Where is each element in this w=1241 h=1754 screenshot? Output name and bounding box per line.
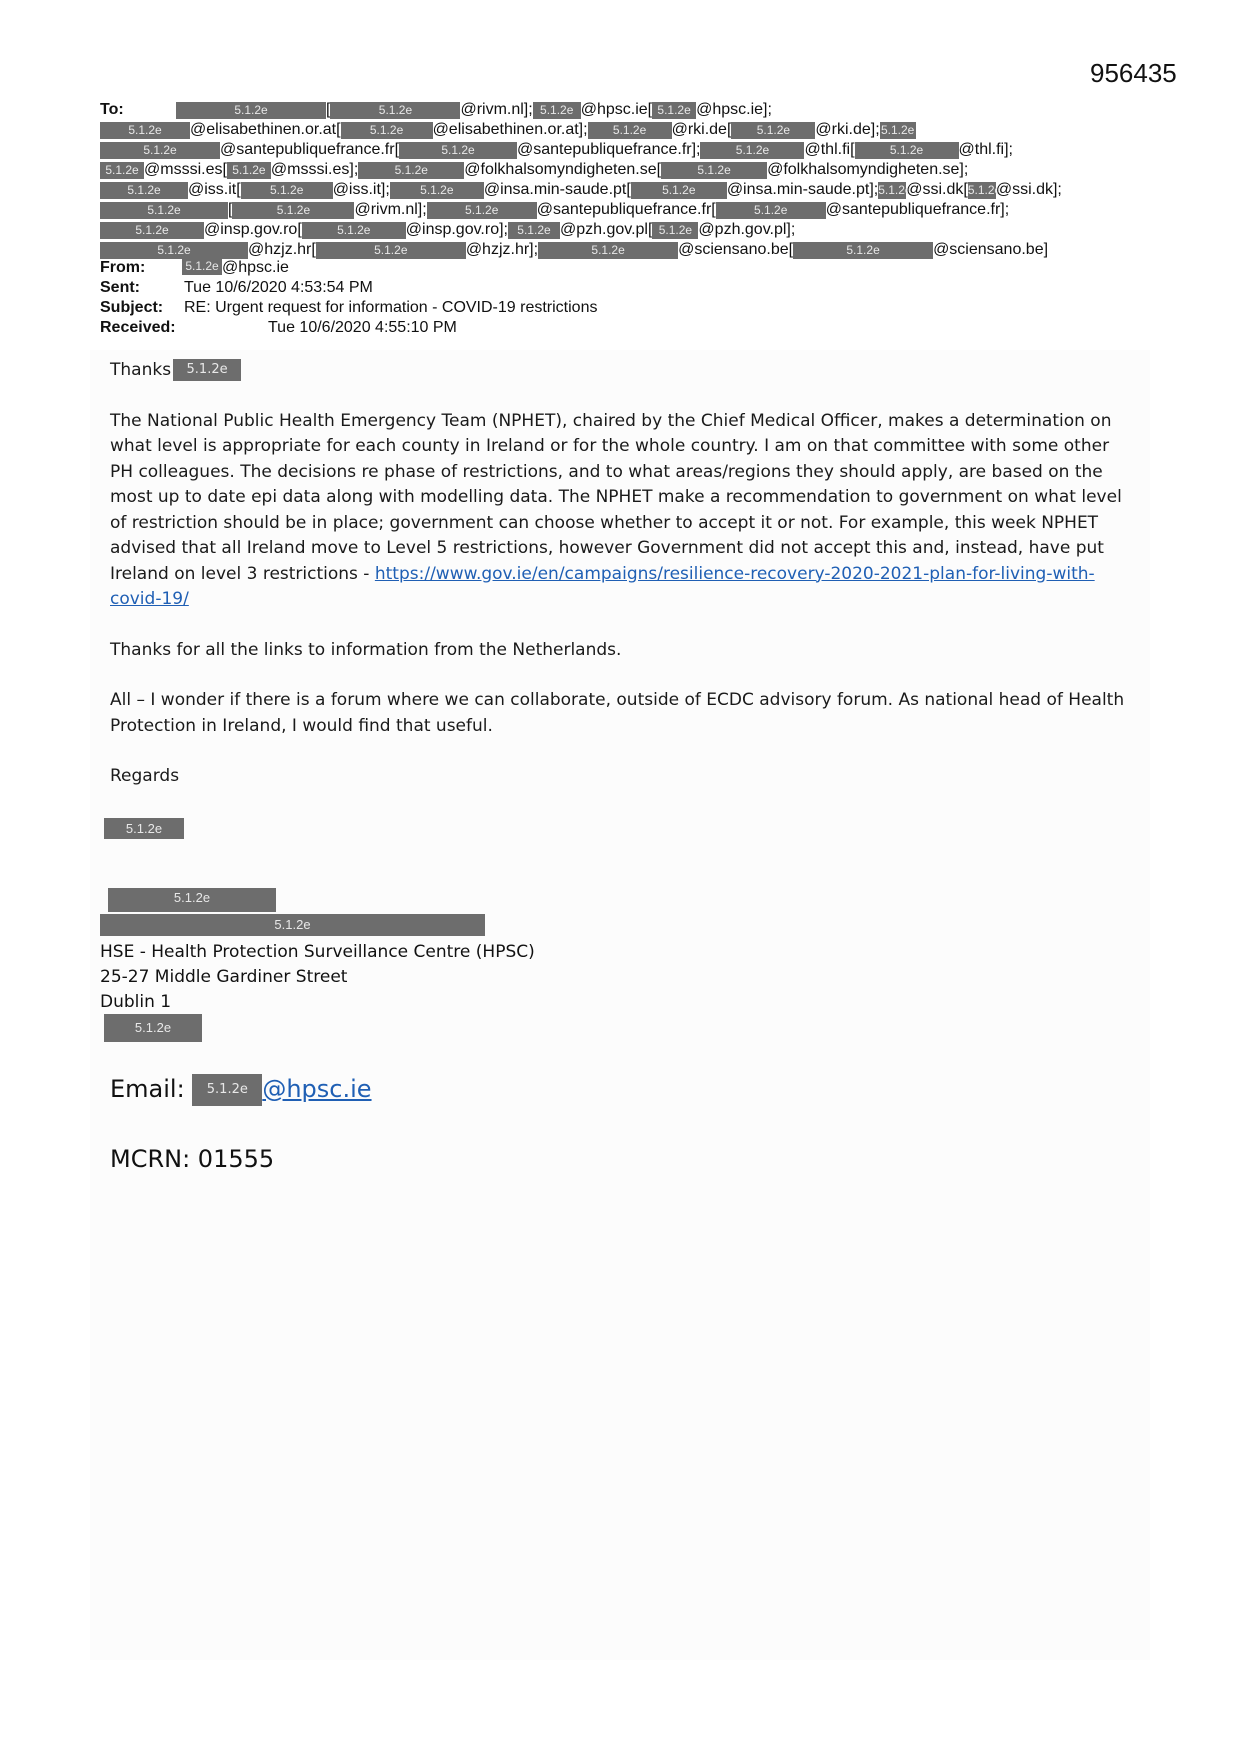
- sent-label: Sent:: [100, 279, 140, 296]
- sent-row: [100, 278, 1160, 298]
- redaction-box: 5.1.2e: [100, 162, 144, 179]
- recipient-address: @santepubliquefrance.fr];: [517, 141, 701, 158]
- to-lines: [100, 100, 1160, 260]
- recipient-address: @insp.gov.ro[: [204, 221, 302, 238]
- gov-plan-link[interactable]: https://www.gov.ie/en/campaigns/resilience-recovery-2020-2021-plan-for-living-with-covid-19/: [110, 563, 1095, 609]
- recipient-address: @elisabethinen.or.at[: [190, 121, 341, 138]
- paragraph-forum: All – I wonder if there is a forum where we can collaborate, outside of ECDC advisory forum. As national head of Health Protection in Ireland, I would find that useful.: [110, 690, 1125, 736]
- redaction-box: 5.1.2e: [731, 122, 815, 139]
- recipient-address: @sciensano.be]: [933, 241, 1049, 258]
- recipient-address: @hpsc.ie];: [696, 101, 772, 118]
- redaction-box: 5.1.2e: [302, 222, 406, 239]
- redaction-box: 5.1.2e: [316, 242, 466, 259]
- subject-value: RE: Urgent request for information - COVID-19 restrictions: [184, 299, 598, 316]
- redaction-box: 5.1.2e: [100, 914, 485, 936]
- paragraph-nphet: [110, 409, 1130, 613]
- to-line: [100, 180, 1160, 200]
- recipient-address: @insp.gov.ro];: [405, 221, 508, 238]
- redaction-box: 5.1.2e: [427, 202, 537, 219]
- redaction-box: 5.1.2e: [232, 202, 354, 219]
- redaction-box: 5.1.2e: [182, 258, 222, 275]
- redaction-box: 5.1.2e: [100, 202, 228, 219]
- recipient-address: @elisabethinen.or.at];: [432, 121, 588, 138]
- redaction-box: 5.1.2e: [330, 102, 460, 119]
- sent-value: Tue 10/6/2020 4:53:54 PM: [184, 279, 373, 296]
- redaction-box: 5.1.2e: [661, 162, 767, 179]
- subject-label: Subject:: [100, 299, 164, 316]
- redaction-box: 5.1.2e: [878, 182, 912, 197]
- recipient-address: @folkhalsomyndigheten.se[: [464, 161, 662, 178]
- recipient-address: @sciensano.be[: [678, 241, 794, 258]
- redaction-box: 5.1.2e: [793, 242, 933, 259]
- redaction-box: 5.1.2e: [855, 142, 959, 159]
- redaction-box: 5.1.2e: [390, 182, 484, 199]
- greeting: Thanks: [110, 360, 172, 380]
- from-row: [100, 258, 1160, 278]
- redaction-box: 5.1.2e: [100, 142, 220, 159]
- redaction-box: 5.1.2e: [358, 162, 464, 179]
- paragraph-text: The National Public Health Emergency Team (NPHET), chaired by the Chief Medical Officer, makes a determination on what level is appropriate for each county in Ireland or for the whole country. I am on that committee with some other PH colleagues. The decisions re phase of restrictions, and to what areas/regions they should apply, are based on the most up to date epi data along with modelling data. The NPHET make a recommendation to government on what level of restriction should be in place; government can choose whether to accept it or not. For example, this week NPHET advised that all Ireland move to Level 5 restrictions, however Government did not accept this and, instead, have put Ireland on level 3 restrictions -: [110, 410, 1122, 584]
- redaction-box: 5.1.2e: [508, 222, 560, 239]
- received-label: Received:: [100, 319, 176, 336]
- recipient-address: @thl.fi];: [958, 141, 1013, 158]
- regards: Regards: [110, 766, 180, 786]
- recipient-address: @thl.fi[: [804, 141, 855, 158]
- redaction-box: 5.1.2e: [173, 359, 241, 381]
- recipient-address: @pzh.gov.pl[: [559, 221, 653, 238]
- to-line: [100, 160, 1160, 180]
- signature-address1: 25-27 Middle Gardiner Street: [100, 967, 348, 987]
- email-label: Email:: [110, 1075, 185, 1103]
- recipient-address: [: [228, 201, 233, 218]
- recipient-address: @hpsc.ie[: [580, 101, 653, 118]
- redaction-box: 5.1.2e: [399, 142, 517, 159]
- recipient-address: @folkhalsomyndigheten.se];: [767, 161, 969, 178]
- recipient-address: @rki.de[: [671, 121, 732, 138]
- redaction-box: 5.1.2e: [241, 182, 333, 199]
- email-body: [110, 358, 1130, 815]
- redaction-box: 5.1.2e: [533, 102, 581, 119]
- received-row: [100, 318, 1160, 338]
- recipient-address: @msssi.es[: [144, 161, 227, 178]
- email-header: [100, 100, 1160, 338]
- redaction-box: 5.1.2e: [588, 122, 672, 139]
- email-link[interactable]: @hpsc.ie: [262, 1075, 372, 1103]
- signature-block: [100, 940, 535, 1015]
- from-value: @hpsc.ie: [222, 259, 289, 276]
- recipient-address: [: [326, 101, 331, 118]
- recipient-address: @rki.de];: [815, 121, 880, 138]
- to-label: To:: [100, 101, 124, 118]
- to-line: [100, 100, 1160, 120]
- greeting-line: [110, 358, 1130, 384]
- redaction-box: 5.1.2e: [538, 242, 678, 259]
- redaction-box: 5.1.2e: [880, 122, 915, 137]
- to-line: [100, 240, 1160, 260]
- redaction-box: 5.1.2e: [227, 162, 271, 179]
- document-number: 956435: [1090, 58, 1177, 88]
- recipient-address: @iss.it];: [332, 181, 390, 198]
- redaction-box: 5.1.2e: [100, 222, 204, 239]
- recipient-address: @msssi.es];: [270, 161, 359, 178]
- recipient-address: @pzh.gov.pl];: [698, 221, 796, 238]
- to-recipients: [100, 100, 1160, 258]
- redaction-box: 5.1.2e: [192, 1074, 262, 1106]
- mcrn: MCRN: 01555: [110, 1145, 275, 1173]
- received-value: Tue 10/6/2020 4:55:10 PM: [268, 319, 457, 336]
- recipient-address: @rivm.nl];: [354, 201, 427, 218]
- redaction-box: 5.1.2e: [104, 1014, 202, 1042]
- redaction-box: 5.1.2e: [176, 102, 326, 119]
- redaction-box: 5.1.2e: [100, 182, 188, 199]
- recipient-address: @santepubliquefrance.fr[: [536, 201, 716, 218]
- recipient-address: @santepubliquefrance.fr];: [825, 201, 1010, 218]
- signature-address2: Dublin 1: [100, 992, 172, 1012]
- redaction-box: 5.1.2e: [967, 182, 1002, 197]
- to-line: [100, 200, 1160, 220]
- subject-row: [100, 298, 1160, 318]
- redaction-box: 5.1.2e: [100, 122, 190, 139]
- signature-email: [110, 1072, 372, 1106]
- recipient-address: @santepubliquefrance.fr[: [220, 141, 400, 158]
- recipient-address: @ssi.dk];: [995, 181, 1062, 198]
- redaction-box: 5.1.2e: [700, 142, 804, 159]
- recipient-address: @iss.it[: [188, 181, 241, 198]
- redaction-box: 5.1.2e: [652, 222, 698, 239]
- redaction-box: 5.1.2e: [341, 122, 433, 139]
- to-line: [100, 220, 1160, 240]
- to-line: [100, 140, 1160, 160]
- redaction-box: 5.1.2e: [108, 888, 276, 912]
- recipient-address: @insa.min-saude.pt[: [483, 181, 631, 198]
- recipient-address: @hzjz.hr];: [465, 241, 539, 258]
- redaction-box: 5.1.2e: [100, 242, 248, 259]
- recipient-address: @insa.min-saude.pt];: [726, 181, 879, 198]
- redaction-box: 5.1.2e: [104, 818, 184, 839]
- redaction-box: 5.1.2e: [716, 202, 826, 219]
- signature-org: HSE - Health Protection Surveillance Centre (HPSC): [100, 942, 535, 962]
- redaction-box: 5.1.2e: [631, 182, 727, 199]
- redaction-box: 5.1.2e: [652, 102, 696, 119]
- to-line: [100, 120, 1160, 140]
- recipient-address: @rivm.nl];: [460, 101, 533, 118]
- recipient-address: @ssi.dk[: [906, 181, 968, 198]
- recipient-address: @hzjz.hr[: [248, 241, 316, 258]
- from-label: From:: [100, 259, 146, 276]
- paragraph-thanks: Thanks for all the links to information from the Netherlands.: [110, 639, 622, 660]
